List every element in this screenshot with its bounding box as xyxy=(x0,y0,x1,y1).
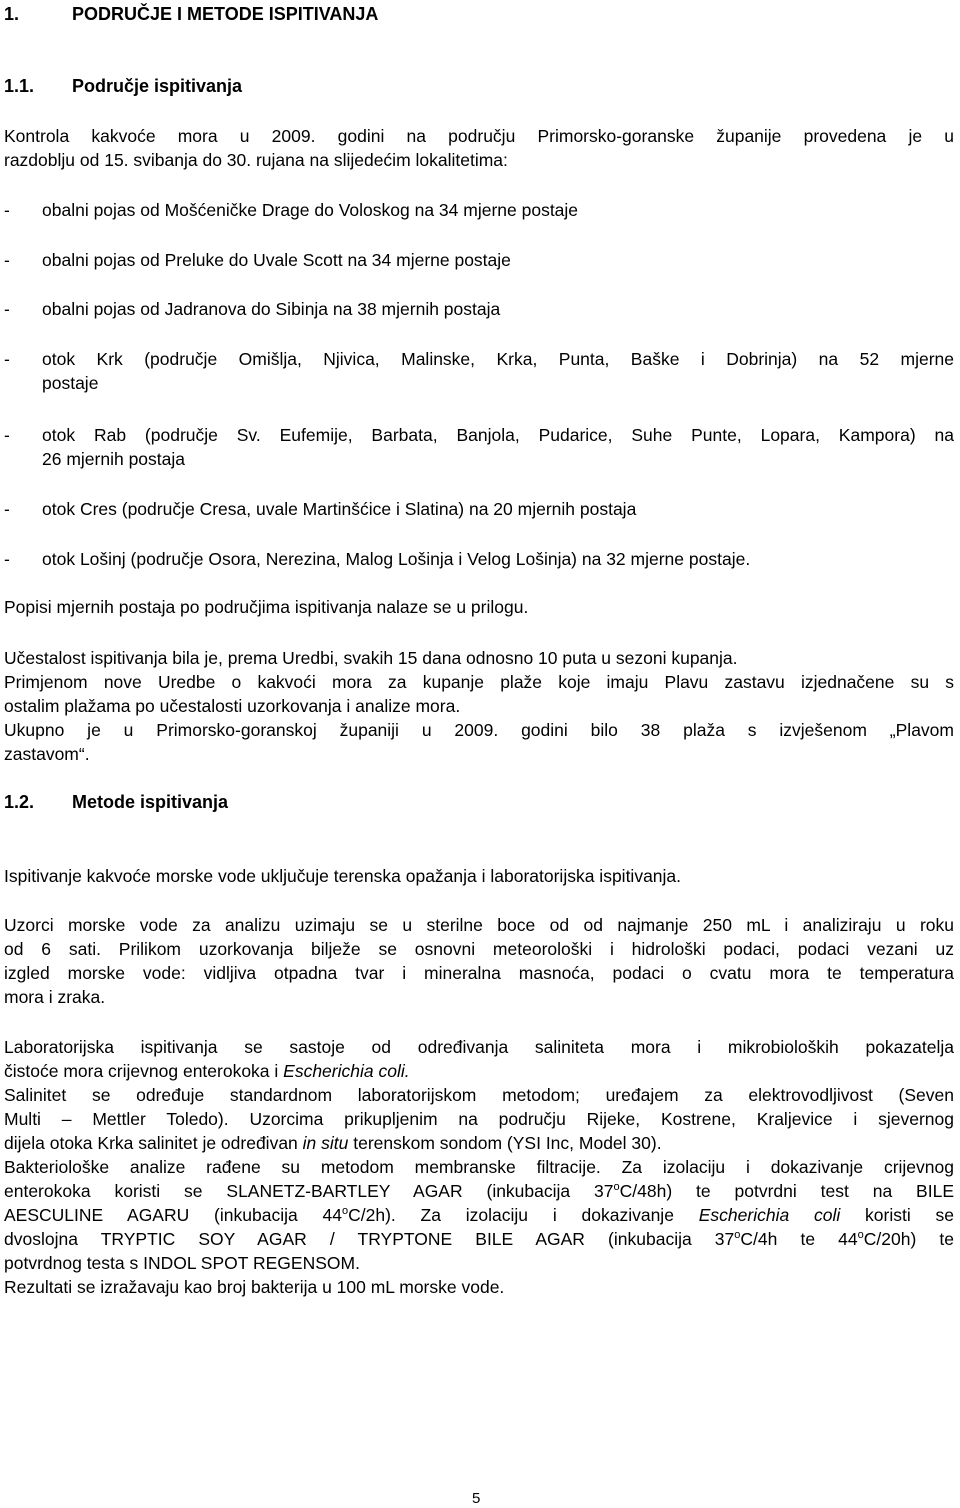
lists-note: Popisi mjernih postaja po područjima ispitivanja nalaze se u prilogu. xyxy=(4,597,529,617)
list-item: - obalni pojas od Jadranova do Sibinja na 38 mjernih postaja xyxy=(4,299,501,319)
lab-line-4: Multi – Mettler Toledo). Uzorcima prikupljenim na području Rijeke, Kostrene, Kraljevice i sjevernog xyxy=(4,1109,954,1129)
list-item: - otok Krk (područje Omišlja, Njivica, Malinske, Krka, Punta, Baške i Dobrinja) na 52 mjerne postaje xyxy=(4,349,954,393)
lab-line-6: Bakteriološke analize rađene su metodom membranske filtracije. Za izolaciju i dokazivanje crijevnog xyxy=(4,1157,954,1177)
sampling-line-2: od 6 sati. Prilikom uzorkovanja bilježe se osnovni meteorološki i hidrološki podaci, podaci vezani uz xyxy=(4,939,954,959)
list-item: - otok Cres (područje Cresa, uvale Martinšćice i Slatina) na 20 mjernih postaja xyxy=(4,499,637,519)
list-item: - obalni pojas od Mošćeničke Drage do Voloskog na 34 mjerne postaje xyxy=(4,200,579,220)
section-1-2-heading xyxy=(4,792,228,813)
section-title: Metode ispitivanja xyxy=(72,792,229,812)
sampling-line-3: izgled morske vode: vidljiva otpadna tvar i mineralna masnoća, podaci o cvatu mora te temperatura xyxy=(4,963,954,983)
section-number: 1. xyxy=(4,4,20,24)
list-item: - otok Rab (područje Sv. Eufemije, Barbata, Banjola, Pudarice, Suhe Punte, Lopara, Kampora) na 26 mjernih postaja xyxy=(4,425,954,469)
lab-line-7: enterokoka koristi se SLANETZ-BARTLEY AGAR (inkubacija 37$^o$C/48h) te potvrdni test na BILE xyxy=(4,1181,954,1201)
lab-line-10: potvrdnog testa s INDOL SPOT REGENSOM. xyxy=(4,1253,360,1273)
list-item: - otok Lošinj (područje Osora, Nerezina, Malog Lošinja i Velog Lošinja) na 32 mjerne postaje. xyxy=(4,549,751,569)
page-number: 5 xyxy=(472,1490,481,1507)
methods-intro: Ispitivanje kakvoće morske vode uključuje terenska opažanja i laboratorijska ispitivanja. xyxy=(4,866,682,886)
section-1-1-heading xyxy=(4,76,242,97)
sampling-line-4: mora i zraka. xyxy=(4,987,106,1007)
lab-line-3: Salinitet se određuje standardnom laboratorijskom metodom; uređajem za elektrovodljivost (Seven xyxy=(4,1085,954,1105)
frequency-line-3: ostalim plažama po učestalosti uzorkovanja i analize mora. xyxy=(4,696,461,716)
sampling-line-1: Uzorci morske vode za analizu uzimaju se u sterilne boce od od najmanje 250 mL i analiziraju u roku xyxy=(4,915,954,935)
section-title: Područje ispitivanja xyxy=(72,76,243,96)
lab-line-1: Laboratorijska ispitivanja se sastoje od određivanja saliniteta mora i mikrobioloških pokazatelja xyxy=(4,1037,954,1057)
lab-line-5: dijela otoka Krka salinitet je određivan in situ terenskom sondom (YSI Inc, Model 30). xyxy=(4,1133,662,1153)
lab-line-9: dvoslojna TRYPTIC SOY AGAR / TRYPTONE BILE AGAR (inkubacija 37$^o$C/4h te 44$^o$C/20h) te xyxy=(4,1229,955,1249)
frequency-line-5: zastavom“. xyxy=(4,744,90,764)
frequency-line-4: Ukupno je u Primorsko-goranskoj županiji u 2009. godini bilo 38 plaža s izvješenom „Plavom xyxy=(4,720,954,740)
section-title: PODRUČJE I METODE ISPITIVANJA xyxy=(72,4,379,24)
intro-line-1: Kontrola kakvoće mora u 2009. godini na području Primorsko-goranske županije provedena je u xyxy=(4,126,954,146)
frequency-line-1: Učestalost ispitivanja bila je, prema Uredbi, svakih 15 dana odnosno 10 puta u sezoni kupanja. xyxy=(4,648,738,668)
lab-line-2: čistoće mora crijevnog enterokoka i Escherichia coli. xyxy=(4,1061,410,1081)
lab-line-11: Rezultati se izražavaju kao broj bakterija u 100 mL morske vode. xyxy=(4,1277,505,1297)
section-number: 1.1. xyxy=(4,76,35,96)
section-1-heading xyxy=(4,4,378,25)
list-item: - obalni pojas od Preluke do Uvale Scott na 34 mjerne postaje xyxy=(4,250,511,270)
intro-line-2: razdoblju od 15. svibanja do 30. rujana na slijedećim lokalitetima: xyxy=(4,150,508,170)
lab-line-8: AESCULINE AGARU (inkubacija 44$^o$C/2h). Za izolaciju i dokazivanje Escherichia coli koristi se xyxy=(4,1205,955,1225)
frequency-line-2: Primjenom nove Uredbe o kakvoći mora za kupanje plaže koje imaju Plavu zastavu izjednačene su s xyxy=(4,672,954,692)
section-number: 1.2. xyxy=(4,792,35,812)
